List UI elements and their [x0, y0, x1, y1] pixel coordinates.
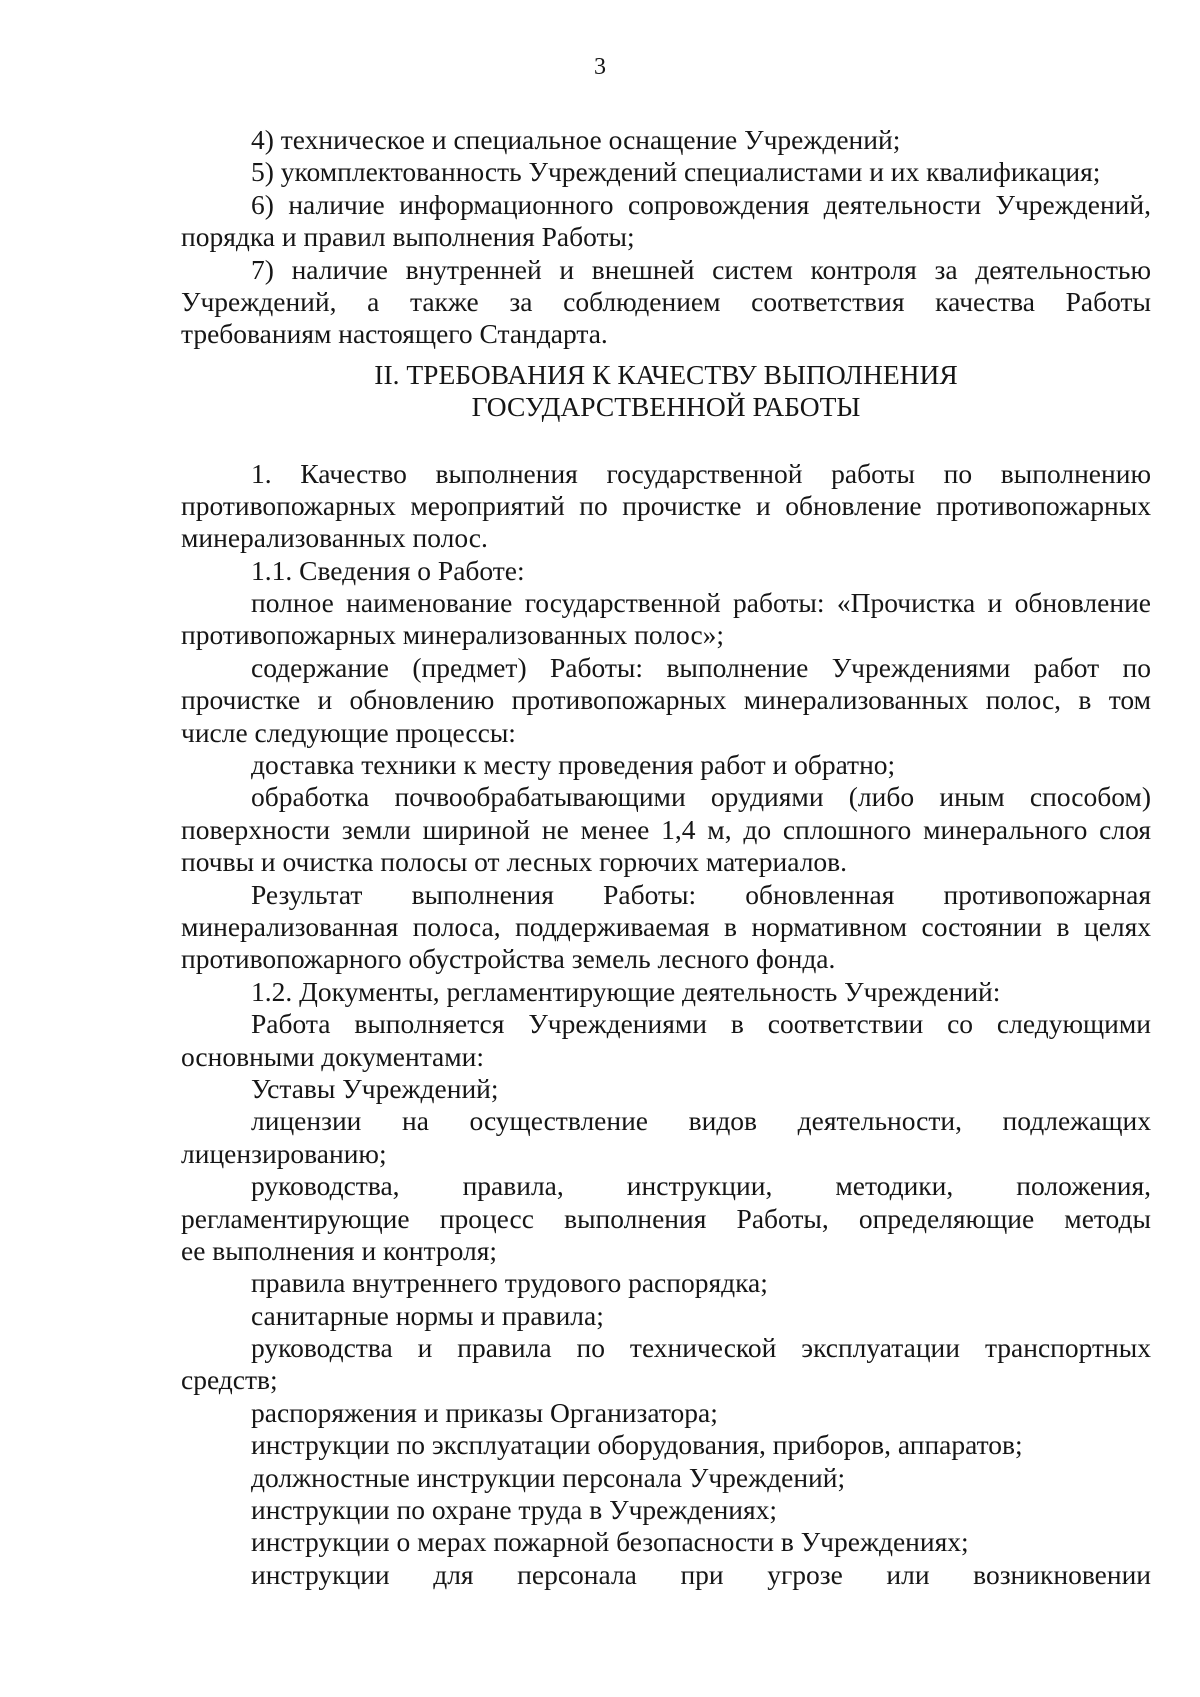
document-body	[181, 124, 1151, 1591]
text-line: правила внутреннего трудового распорядка;	[251, 1267, 768, 1299]
text-line: 4) техническое и специальное оснащение Учреждений;	[251, 124, 901, 155]
text-line: инструкции по эксплуатации оборудования, приборов, аппаратов;	[251, 1429, 1023, 1461]
text-line: 6) наличие информационного сопровождения деятельности Учреждений,	[251, 188, 1151, 220]
text-line: требованиям настоящего Стандарта.	[181, 318, 608, 350]
text-line: Результат выполнения Работы: обновленная противопожарная	[251, 878, 1151, 910]
text-line: распоряжения и приказы Организатора;	[251, 1396, 718, 1428]
requirements-list-continuation	[181, 124, 1151, 351]
section-heading-line: ГОСУДАРСТВЕННОЙ РАБОТЫ	[471, 391, 861, 423]
text-line: 7) наличие внутренней и внешней систем контроля за деятельностью	[251, 253, 1151, 285]
text-line: полное наименование государственной работы: «Прочистка и обновление	[251, 587, 1151, 619]
text-line: обработка почвообрабатывающими орудиями (либо иным способом)	[251, 781, 1151, 813]
text-line: руководства, правила, инструкции, методики, положения,	[251, 1170, 1151, 1202]
section-text	[181, 458, 1151, 1592]
text-line: инструкции о мерах пожарной безопасности в Учреждениях;	[251, 1526, 969, 1558]
text-line: руководства и правила по технической эксплуатации транспортных	[251, 1332, 1151, 1364]
text-line: регламентирующие процесс выполнения Работы, определяющие методы	[181, 1202, 1151, 1234]
text-line: 1.1. Сведения о Работе:	[251, 554, 525, 586]
text-line: противопожарных минерализованных полос»;	[181, 619, 725, 651]
text-line: лицензированию;	[181, 1137, 387, 1169]
text-line: Учреждений, а также за соблюдением соответствия качества Работы	[181, 285, 1151, 317]
text-line: содержание (предмет) Работы: выполнение Учреждениями работ по	[251, 651, 1151, 683]
text-line: инструкции по охране труда в Учреждениях;	[251, 1494, 778, 1526]
text-line: доставка техники к месту проведения работ и обратно;	[251, 749, 896, 781]
text-line: лицензии на осуществление видов деятельности, подлежащих	[251, 1105, 1151, 1137]
page-number: 3	[594, 54, 606, 80]
text-line: ее выполнения и контроля;	[181, 1234, 497, 1266]
text-line: Уставы Учреждений;	[251, 1072, 499, 1104]
text-line: должностные инструкции персонала Учреждений;	[251, 1461, 846, 1493]
text-line: инструкции для персонала при угрозе или возникновении	[251, 1558, 1151, 1590]
text-line: числе следующие процессы:	[181, 716, 516, 748]
text-line: поверхности земли шириной не менее 1,4 м, до сплошного минерального слоя	[181, 813, 1151, 845]
text-line: средств;	[181, 1364, 278, 1396]
text-line: Работа выполняется Учреждениями в соответствии со следующими	[251, 1008, 1151, 1040]
text-line: почвы и очистка полосы от лесных горючих материалов.	[181, 846, 848, 878]
text-line: прочистке и обновлению противопожарных минерализованных полос, в том	[181, 684, 1151, 716]
section-heading-line: II. ТРЕБОВАНИЯ К КАЧЕСТВУ ВЫПОЛНЕНИЯ	[374, 358, 958, 390]
text-line: противопожарных мероприятий по прочистке и обновление противопожарных	[181, 489, 1151, 521]
text-line: противопожарного обустройства земель лесного фонда.	[181, 943, 836, 975]
text-line: порядка и правил выполнения Работы;	[181, 221, 635, 253]
text-line: 1.2. Документы, регламентирующие деятельность Учреждений:	[251, 975, 1001, 1007]
section-heading	[181, 359, 1151, 424]
text-line: минерализованная полоса, поддерживаемая в нормативном состоянии в целях	[181, 910, 1151, 942]
text-line: 1. Качество выполнения государственной работы по выполнению	[251, 457, 1151, 489]
text-line: основными документами:	[181, 1040, 485, 1072]
text-line: санитарные нормы и правила;	[251, 1299, 604, 1331]
text-line: 5) укомплектованность Учреждений специалистами и их квалификация;	[251, 156, 1101, 188]
text-line: минерализованных полос.	[181, 522, 488, 554]
